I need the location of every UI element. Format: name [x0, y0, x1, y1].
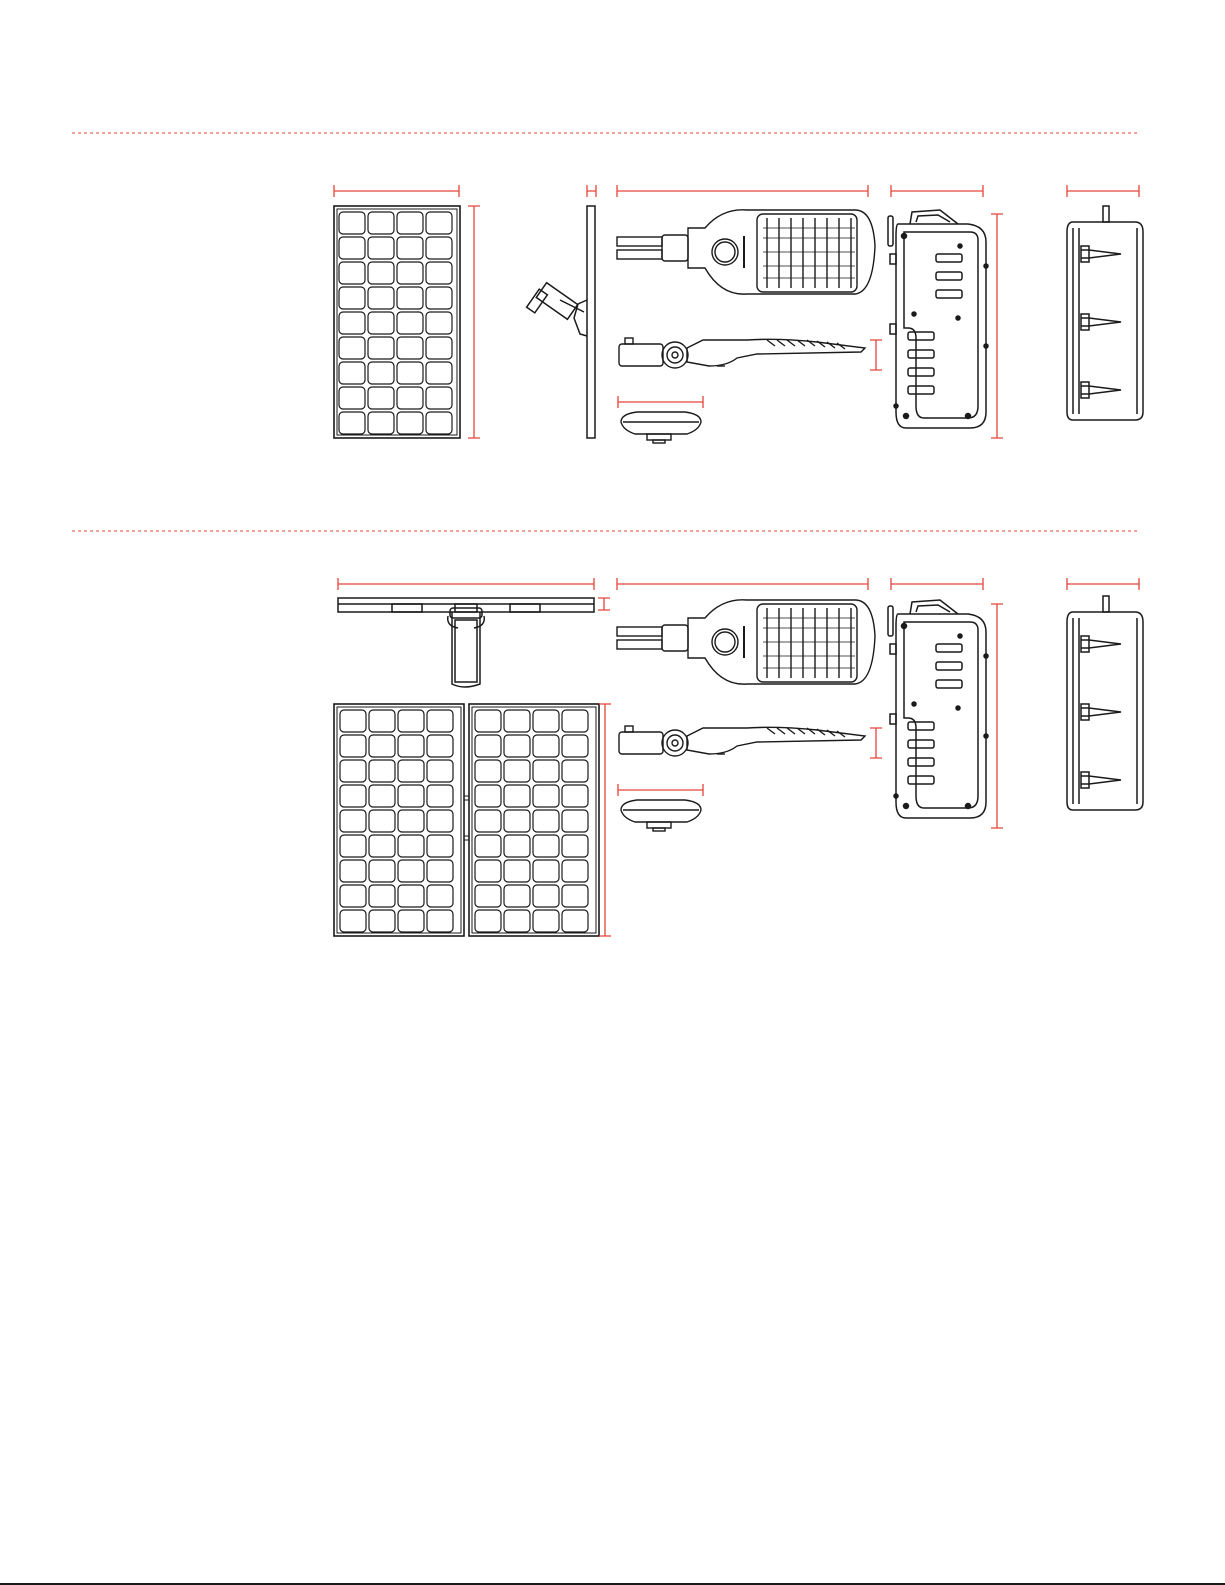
solar-cell	[340, 735, 366, 757]
solar-cell	[339, 387, 365, 409]
solar-cell	[504, 885, 530, 907]
solar-cell	[426, 337, 452, 359]
solar-cell	[339, 262, 365, 284]
solar-cell	[562, 710, 588, 732]
solar-cell	[533, 910, 559, 932]
solar-cell	[398, 785, 424, 807]
solar-cell	[562, 735, 588, 757]
solar-cell	[562, 885, 588, 907]
solar-cell	[533, 760, 559, 782]
solar-cell	[369, 785, 395, 807]
solar-cell	[533, 860, 559, 882]
solar-cell	[368, 337, 394, 359]
luminaire-side-view	[619, 726, 865, 756]
solar-cell	[340, 835, 366, 857]
solar-panel-side-view	[527, 206, 595, 438]
luminaire-front-view	[621, 412, 701, 443]
solar-cell	[562, 835, 588, 857]
solar-cell	[562, 760, 588, 782]
solar-cell	[398, 735, 424, 757]
solar-cell	[397, 237, 423, 259]
solar-cell	[397, 412, 423, 434]
solar-cell	[368, 312, 394, 334]
twin-panel-top-view	[338, 598, 594, 687]
solar-cell	[475, 785, 501, 807]
solar-cell	[427, 910, 453, 932]
solar-cell	[504, 760, 530, 782]
solar-cell	[369, 835, 395, 857]
solar-cell	[397, 337, 423, 359]
solar-cell	[339, 212, 365, 234]
solar-cell	[397, 387, 423, 409]
section-single-panel	[334, 185, 1143, 443]
solar-cell	[426, 312, 452, 334]
solar-cell	[369, 885, 395, 907]
solar-cell	[533, 785, 559, 807]
solar-cell	[368, 287, 394, 309]
solar-cell	[533, 710, 559, 732]
solar-cell	[426, 212, 452, 234]
solar-cell	[562, 785, 588, 807]
solar-cell	[398, 810, 424, 832]
solar-cell	[475, 735, 501, 757]
solar-cell	[427, 735, 453, 757]
solar-cell	[427, 760, 453, 782]
solar-cell	[562, 810, 588, 832]
solar-cell	[339, 337, 365, 359]
solar-cell	[562, 910, 588, 932]
solar-cell	[533, 810, 559, 832]
solar-cell	[340, 810, 366, 832]
solar-cell	[397, 262, 423, 284]
solar-cell	[504, 710, 530, 732]
solar-cell	[369, 860, 395, 882]
solar-cell	[398, 760, 424, 782]
solar-cell	[339, 412, 365, 434]
battery-enclosure-front-view	[888, 210, 988, 428]
solar-cell	[427, 710, 453, 732]
solar-cell	[504, 810, 530, 832]
luminaire-front-view	[621, 800, 701, 831]
solar-cell	[504, 910, 530, 932]
solar-cell	[368, 362, 394, 384]
solar-cell	[368, 237, 394, 259]
solar-cell	[533, 835, 559, 857]
solar-cell	[369, 810, 395, 832]
solar-cell	[426, 362, 452, 384]
solar-cell	[427, 885, 453, 907]
luminaire-top-view	[617, 210, 875, 294]
solar-cell	[427, 785, 453, 807]
solar-cell	[475, 885, 501, 907]
solar-cell	[340, 760, 366, 782]
solar-cell	[533, 885, 559, 907]
solar-cell	[397, 312, 423, 334]
twin-solar-panels-front-view	[334, 704, 599, 936]
solar-cell	[398, 885, 424, 907]
solar-cell	[369, 760, 395, 782]
solar-cell	[339, 362, 365, 384]
solar-cell	[368, 387, 394, 409]
luminaire-side-view	[619, 338, 865, 368]
solar-cell	[426, 387, 452, 409]
dimension-lines-section-2	[338, 578, 1139, 936]
solar-cell	[397, 287, 423, 309]
solar-cell	[475, 835, 501, 857]
solar-cell	[475, 910, 501, 932]
solar-cell	[398, 910, 424, 932]
solar-cell	[475, 710, 501, 732]
solar-cell	[398, 860, 424, 882]
solar-cell	[368, 212, 394, 234]
solar-cell	[533, 735, 559, 757]
battery-enclosure-side-view	[1067, 206, 1143, 420]
solar-cell	[475, 760, 501, 782]
solar-cell	[340, 860, 366, 882]
solar-cell	[504, 735, 530, 757]
solar-cell	[369, 735, 395, 757]
solar-cell	[562, 860, 588, 882]
solar-cell	[340, 785, 366, 807]
solar-cell	[426, 287, 452, 309]
solar-cell	[369, 910, 395, 932]
solar-cell	[426, 262, 452, 284]
solar-cell	[339, 237, 365, 259]
solar-cell	[368, 412, 394, 434]
solar-cell	[340, 885, 366, 907]
solar-cell	[427, 810, 453, 832]
solar-cell	[398, 835, 424, 857]
luminaire-top-view	[617, 600, 875, 684]
solar-cell	[475, 860, 501, 882]
battery-enclosure-side-view	[1067, 596, 1143, 810]
battery-enclosure-front-view	[888, 600, 988, 818]
solar-cell	[398, 710, 424, 732]
solar-cell	[397, 362, 423, 384]
solar-cell	[475, 810, 501, 832]
solar-cell	[397, 212, 423, 234]
solar-cell	[426, 412, 452, 434]
solar-cell	[504, 835, 530, 857]
solar-cell	[504, 860, 530, 882]
solar-cell	[426, 237, 452, 259]
solar-cell	[339, 312, 365, 334]
solar-cell	[427, 860, 453, 882]
solar-cell	[369, 710, 395, 732]
solar-panel-front-view	[334, 206, 460, 438]
dimension-lines-section-1	[334, 185, 1139, 438]
solar-cell	[368, 262, 394, 284]
solar-cell	[340, 710, 366, 732]
solar-cell	[340, 910, 366, 932]
solar-cell	[339, 287, 365, 309]
section-double-panel	[334, 578, 1143, 936]
solar-cell	[427, 835, 453, 857]
solar-cell	[504, 785, 530, 807]
